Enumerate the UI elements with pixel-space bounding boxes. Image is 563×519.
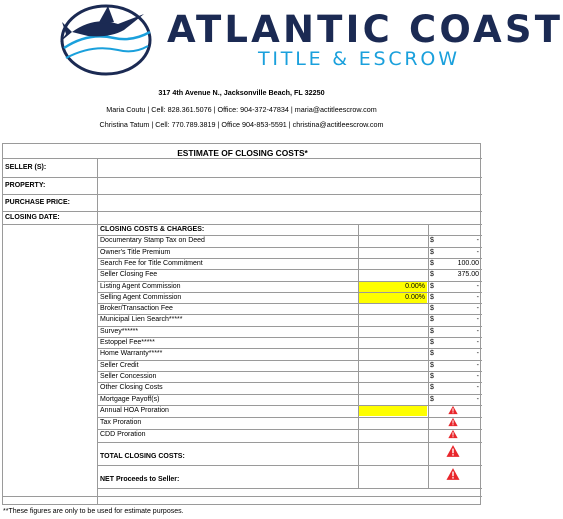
currency-symbol: $ — [430, 271, 434, 279]
grid-line — [3, 211, 482, 212]
currency-symbol: $ — [430, 316, 434, 324]
table-row — [97, 395, 482, 405]
table-row — [97, 236, 482, 246]
table-row — [97, 361, 482, 371]
closing-cost-sheet — [2, 143, 481, 505]
blank-cell — [358, 349, 427, 359]
blank-cell — [358, 270, 427, 280]
grid-line — [358, 224, 359, 488]
table-row — [97, 327, 482, 337]
property-label: PROPERTY: — [5, 182, 46, 189]
warning-icon — [446, 467, 460, 481]
proration-row — [97, 430, 482, 440]
commission-rate-cell[interactable]: 0.00% — [358, 293, 427, 303]
table-row — [97, 282, 482, 292]
item-label: Selling Agent Commission — [100, 293, 182, 301]
item-label: Seller Concession — [100, 372, 157, 380]
total-label: TOTAL CLOSING COSTS: — [100, 452, 185, 460]
closing-date-label: CLOSING DATE: — [5, 214, 60, 221]
currency-symbol: $ — [430, 259, 434, 267]
blank-cell — [358, 361, 427, 371]
currency-symbol: $ — [430, 248, 434, 256]
blank-cell — [358, 338, 427, 348]
blank-cell — [358, 395, 427, 405]
grid-line — [97, 488, 482, 489]
item-label: Seller Credit — [100, 361, 139, 369]
item-amount: - — [476, 395, 479, 403]
item-label: Broker/Transaction Fee — [100, 305, 173, 313]
company-subtitle: TITLE & ESCROW — [258, 48, 460, 70]
currency-symbol: $ — [430, 372, 434, 380]
item-amount: - — [476, 248, 479, 256]
blank-cell — [358, 259, 427, 269]
item-amount: - — [476, 282, 479, 290]
marlin-emblem-icon — [58, 2, 154, 78]
table-row — [97, 293, 482, 303]
table-row — [97, 259, 482, 269]
item-label: Listing Agent Commission — [100, 282, 181, 290]
item-label: Municipal Lien Search***** — [100, 316, 183, 324]
commission-rate-cell[interactable]: 0.00% — [358, 282, 427, 292]
item-amount: - — [476, 339, 479, 346]
currency-symbol: $ — [430, 327, 434, 335]
net-row — [97, 475, 482, 485]
table-row — [97, 304, 482, 314]
blank-cell — [358, 372, 427, 382]
proration-label: CDD Proration — [100, 431, 146, 439]
currency-symbol: $ — [430, 384, 434, 392]
item-amount: - — [476, 293, 479, 301]
item-label: Mortgage Payoff(s) — [100, 395, 160, 403]
currency-symbol: $ — [430, 350, 434, 358]
grid-line — [3, 194, 482, 195]
currency-symbol: $ — [430, 293, 434, 301]
contact-maria: Maria Coutu | Cell: 828.361.5076 | Office: 904-372-47834 | maria@actitleescrow.com — [106, 105, 377, 114]
grid-line — [97, 442, 482, 443]
item-amount: - — [476, 361, 479, 369]
warning-icon — [448, 417, 458, 427]
table-row — [97, 349, 482, 359]
table-row — [97, 372, 482, 382]
blank-cell — [358, 327, 427, 337]
table-row — [97, 383, 482, 393]
company-address: 317 4th Avenue N., Jacksonville Beach, FL 32250 — [158, 88, 325, 97]
item-amount: - — [476, 237, 479, 245]
estimate-footnote: **These figures are only to be used for estimate purposes. — [3, 508, 184, 515]
item-label: Owner's Title Premium — [100, 248, 171, 256]
blank-cell — [358, 315, 427, 325]
item-label: Home Warranty***** — [100, 350, 163, 358]
currency-symbol: $ — [430, 395, 434, 403]
contact-christina: Christina Tatum | Cell: 770.789.3819 | Office 904-853-5591 | christina@actitleescrow.com — [99, 120, 384, 129]
warning-icon — [448, 429, 458, 439]
item-amount: - — [476, 305, 479, 313]
item-label: Seller Closing Fee — [100, 271, 158, 279]
table-row — [97, 270, 482, 280]
item-label: Other Closing Costs — [100, 384, 163, 392]
total-row — [97, 452, 482, 462]
item-amount: 100.00 — [457, 259, 479, 267]
item-label: Estoppel Fee***** — [100, 339, 155, 346]
proration-row — [97, 418, 482, 428]
form-title: ESTIMATE OF CLOSING COSTS* — [177, 148, 308, 158]
currency-symbol: $ — [430, 305, 434, 313]
currency-symbol: $ — [430, 339, 434, 346]
grid-line — [97, 465, 482, 466]
item-amount: - — [476, 384, 479, 392]
purchase-price-label: PURCHASE PRICE: — [5, 199, 70, 206]
proration-label: Annual HOA Proration — [100, 406, 169, 414]
item-amount: - — [476, 316, 479, 324]
proration-label: Tax Proration — [100, 419, 142, 427]
item-label: Search Fee for Title Commitment — [100, 259, 203, 267]
item-amount: 375.00 — [457, 271, 479, 279]
seller-label: SELLER (S): — [5, 164, 47, 171]
warning-icon — [446, 444, 460, 458]
currency-symbol: $ — [430, 237, 434, 245]
section-header-row — [97, 225, 482, 235]
grid-line — [3, 496, 482, 497]
warning-icon — [448, 405, 458, 415]
blank-cell — [358, 248, 427, 258]
table-row — [97, 315, 482, 325]
grid-line — [428, 224, 429, 488]
grid-line — [3, 158, 482, 159]
table-row — [97, 248, 482, 258]
grid-line — [3, 177, 482, 178]
blank-cell — [358, 304, 427, 314]
currency-symbol: $ — [430, 361, 434, 369]
item-label: Survey****** — [100, 327, 139, 335]
table-row — [97, 338, 482, 348]
company-logo — [58, 2, 563, 80]
company-name: ATLANTIC COAST — [167, 8, 563, 51]
item-amount: - — [476, 350, 479, 358]
proration-row — [97, 406, 482, 416]
hoa-amount-input[interactable] — [358, 406, 427, 416]
net-label: NET Proceeds to Seller: — [100, 475, 180, 483]
section-header: CLOSING COSTS & CHARGES: — [100, 226, 205, 233]
blank-cell — [358, 236, 427, 246]
item-label: Documentary Stamp Tax on Deed — [100, 237, 205, 245]
item-amount: - — [476, 372, 479, 380]
currency-symbol: $ — [430, 282, 434, 290]
blank-cell — [358, 383, 427, 393]
item-amount: - — [476, 327, 479, 335]
